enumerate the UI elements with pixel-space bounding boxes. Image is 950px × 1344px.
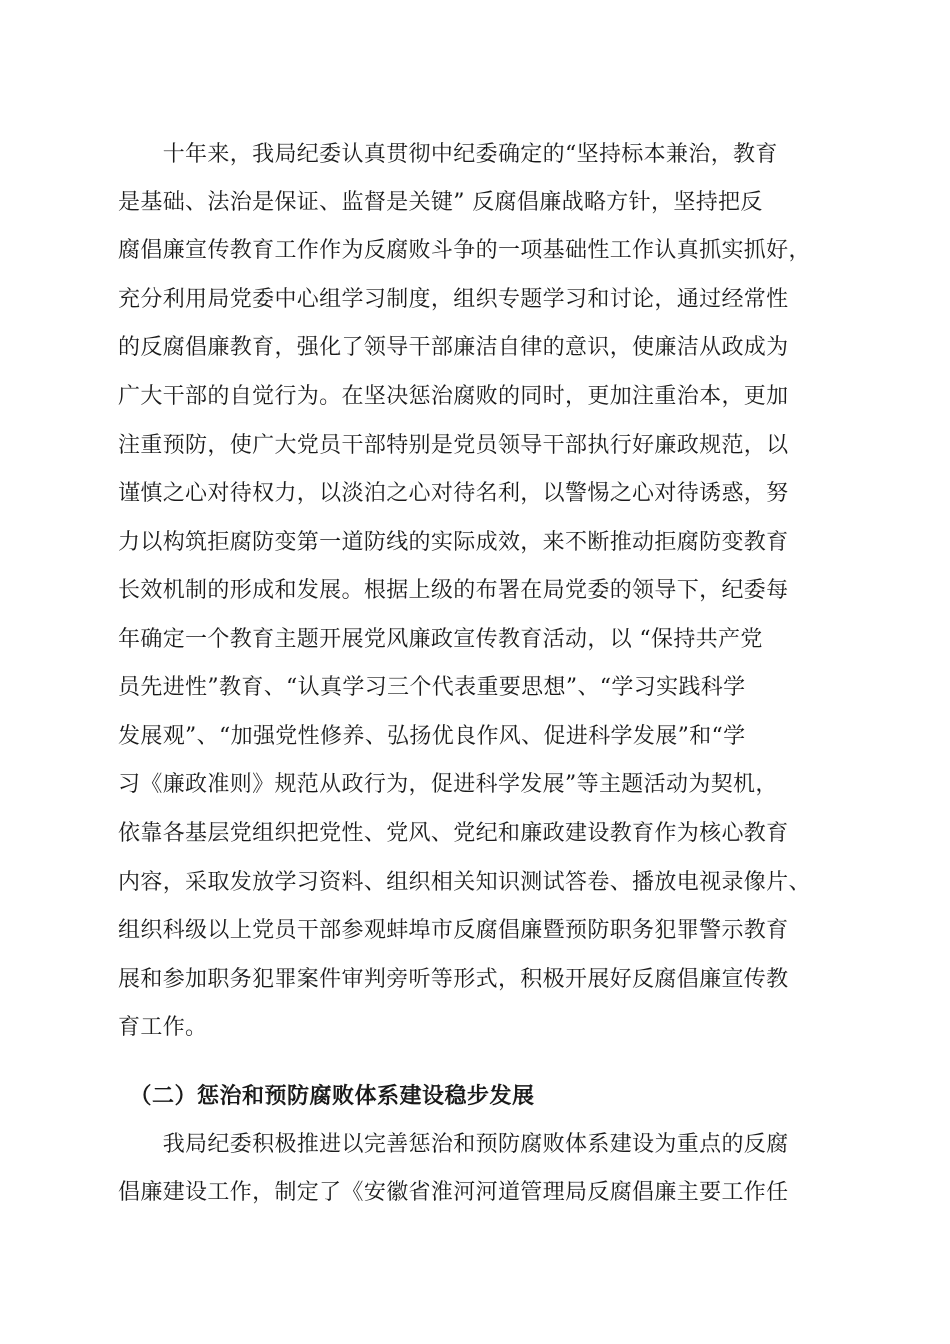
paragraph-line: 依靠各基层党组织把党性、党风、党纪和廉政建设教育作为核心教育	[118, 821, 789, 846]
paragraph-line: 发展观”、“加强党性修养、弘扬优良作风、促进科学发展”和“学	[118, 724, 746, 749]
section-heading: （二）惩治和预防腐败体系建设稳步发展	[118, 1083, 535, 1109]
paragraph-line: 组织科级以上党员干部参观蚌埠市反腐倡廉暨预防职务犯罪警示教育	[118, 918, 789, 943]
paragraph-line: 腐倡廉宣传教育工作作为反腐败斗争的一项基础性工作认真抓实抓好，	[118, 238, 811, 263]
paragraph-line: 内容，采取发放学习资料、组织相关知识测试答卷、播放电视录像片、	[118, 870, 811, 895]
paragraph-line: 展和参加职务犯罪案件审判旁听等形式，积极开展好反腐倡廉宣传教	[118, 967, 789, 992]
paragraph-line: 长效机制的形成和发展。根据上级的布署在局党委的领导下，纪委每	[118, 578, 789, 603]
paragraph-line: 我局纪委积极推进以完善惩治和预防腐败体系建设为重点的反腐	[118, 1132, 789, 1157]
paragraph-line: 的反腐倡廉教育，强化了领导干部廉洁自律的意识，使廉洁从政成为	[118, 335, 789, 360]
paragraph-line: 力以构筑拒腐防变第一道防线的实际成效，来不断推动拒腐防变教育	[118, 530, 789, 555]
paragraph-line: 倡廉建设工作，制定了《安徽省淮河河道管理局反腐倡廉主要工作任	[118, 1180, 789, 1205]
paragraph-line: 谨慎之心对待权力，以淡泊之心对待名利，以警惕之心对待诱惑，努	[118, 481, 789, 506]
paragraph-line: 年确定一个教育主题开展党风廉政宣传教育活动，以 “保持共产党	[118, 627, 763, 652]
paragraph-line: 习《廉政准则》规范从政行为，促进科学发展”等主题活动为契机，	[118, 772, 778, 797]
paragraph-line: 注重预防，使广大党员干部特别是党员领导干部执行好廉政规范，以	[118, 433, 789, 458]
paragraph-line: 员先进性”教育、“认真学习三个代表重要思想”、“学习实践科学	[118, 675, 746, 700]
paragraph-line: 广大干部的自觉行为。在坚决惩治腐败的同时，更加注重治本，更加	[118, 384, 789, 409]
paragraph-line: 充分利用局党委中心组学习制度，组织专题学习和讨论，通过经常性	[118, 287, 789, 312]
paragraph-line: 是基础、法治是保证、监督是关键” 反腐倡廉战略方针，坚持把反	[118, 190, 763, 215]
paragraph-line: 育工作。	[118, 1015, 208, 1040]
paragraph-line: 十年来，我局纪委认真贯彻中纪委确定的“坚持标本兼治，教育	[118, 142, 778, 167]
